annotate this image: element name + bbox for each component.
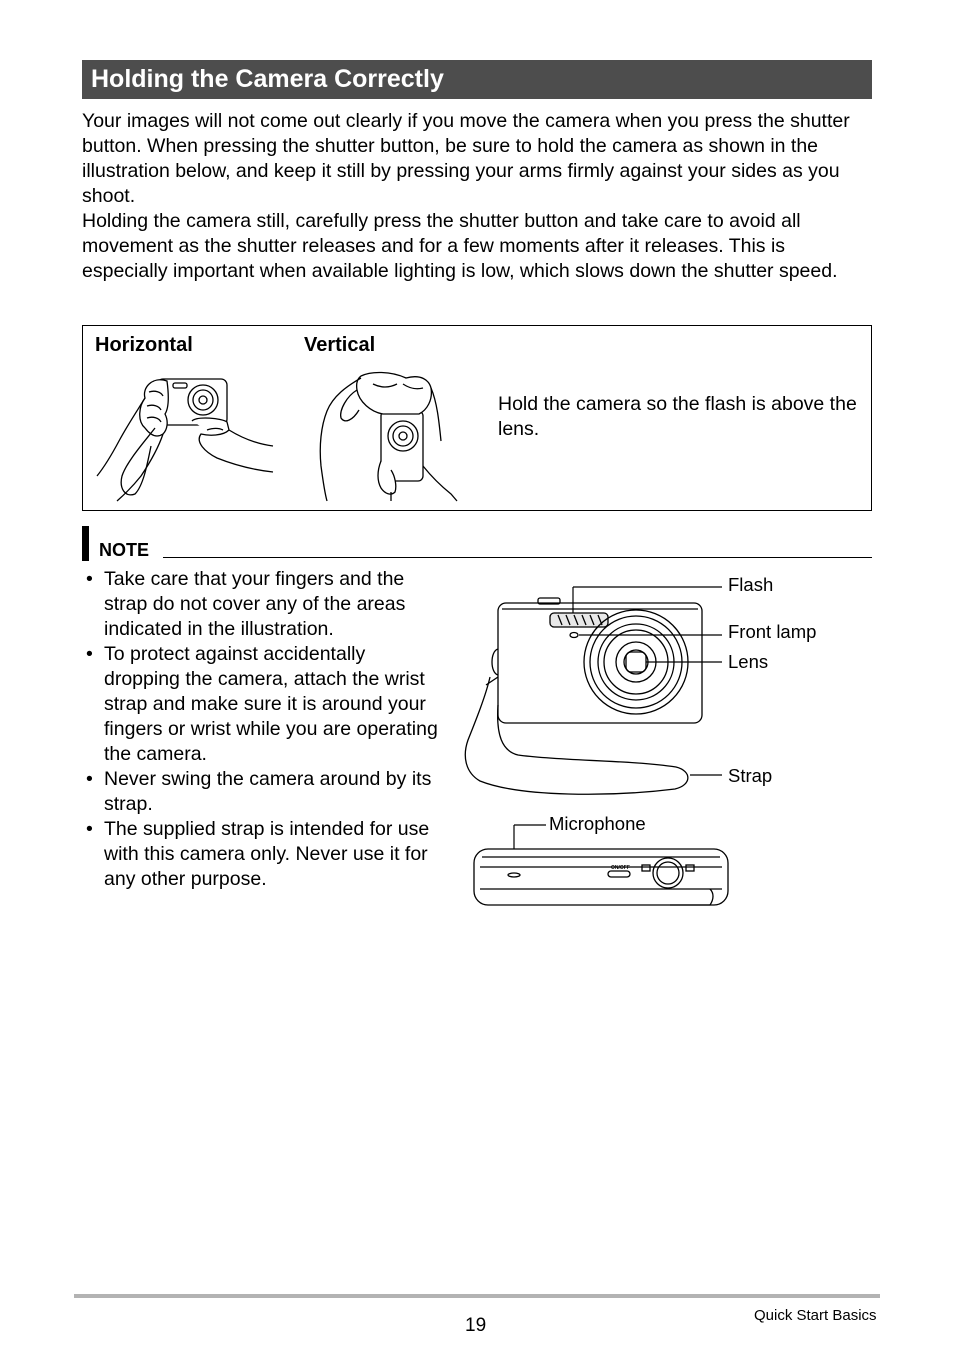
camera-top-diagram [470, 823, 732, 913]
footer-section-name: Quick Start Basics [754, 1307, 877, 1324]
camera-front-diagram [460, 585, 730, 795]
note-divider [163, 557, 872, 558]
note-list [82, 567, 442, 892]
intro-paragraph-1: Your images will not come out clearly if you move the camera when you press the shutter button. When pressing the shutter button, be sure to hold the camera as shown in the illustration below, and keep it still by pressing your arms firmly against your sides as you shoot. [82, 110, 850, 207]
strap-callout: Strap [728, 765, 773, 786]
vertical-hold-illustration [311, 366, 471, 501]
vertical-label: Vertical [304, 334, 376, 356]
lens-callout: Lens [728, 651, 769, 672]
note-label: NOTE [99, 540, 150, 560]
list-item: • Never swing the camera around by its strap. [86, 768, 432, 815]
intro-text [82, 109, 872, 284]
horizontal-hold-illustration [97, 366, 277, 501]
front-lamp-callout: Front lamp [728, 621, 817, 642]
list-item: • Take care that your fingers and the strap do not cover any of the areas indicated in the illustration. [86, 568, 406, 640]
holding-illustration-box [82, 325, 872, 511]
list-item: • The supplied strap is intended for use with this camera only. Never use it for any other purpose. [86, 818, 430, 890]
on-off-button-label: ON/OFF [611, 865, 630, 871]
flash-callout: Flash [728, 574, 774, 595]
note-marker [82, 526, 89, 561]
microphone-callout: Microphone [549, 813, 646, 834]
section-title: Holding the Camera Correctly [82, 60, 872, 99]
page-number: 19 [465, 1315, 487, 1336]
intro-paragraph-2: Holding the camera still, carefully press the shutter button and take care to avoid all movement as the shutter releases and for a few moments after it releases. This is especially important when available lighting is low, which slows down the shutter speed. [82, 210, 838, 282]
footer-divider [74, 1294, 880, 1298]
holding-instruction: Hold the camera so the flash is above the lens. [498, 393, 857, 440]
list-item: • To protect against accidentally dropping the camera, attach the wrist strap and make sure it is around your fingers or wrist while you are operating the camera. [86, 643, 438, 765]
horizontal-label: Horizontal [95, 334, 193, 356]
